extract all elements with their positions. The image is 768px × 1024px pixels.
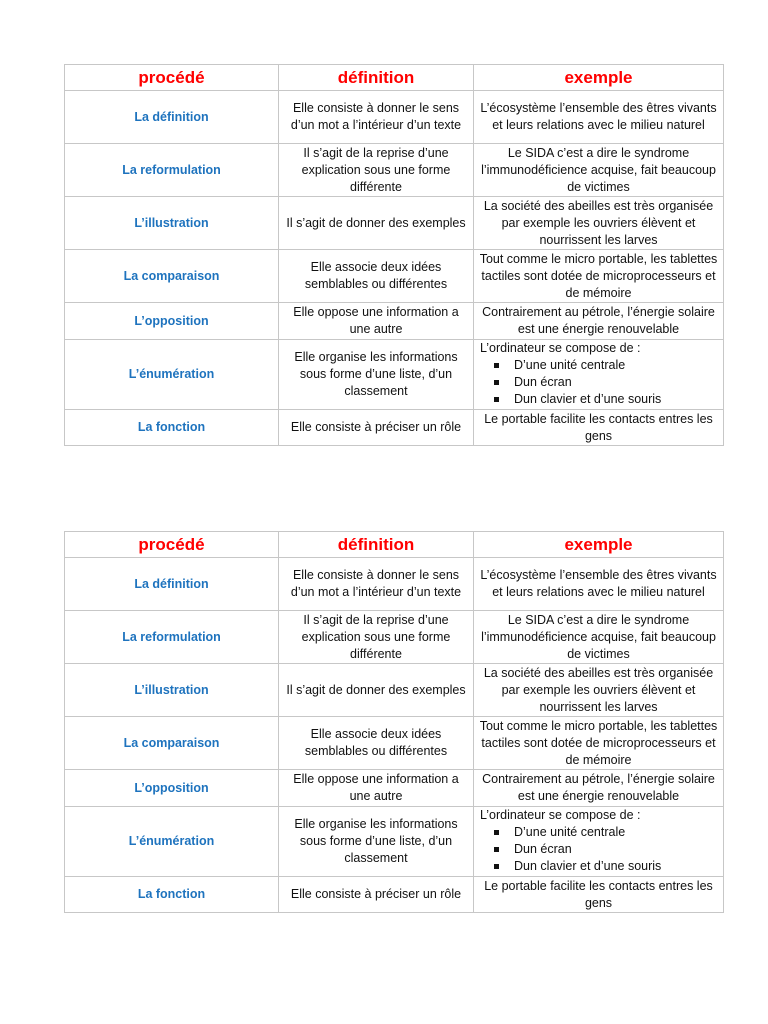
exemple-intro: L’ordinateur se compose de : xyxy=(480,341,641,355)
definition-cell: Il s’agit de la reprise d’une explication sous une forme différente xyxy=(279,611,474,664)
header-definition: définition xyxy=(279,65,474,91)
list-item: Dun clavier et d’une souris xyxy=(514,391,719,408)
exemple-cell: Le portable facilite les contacts entres les gens xyxy=(474,410,724,446)
table-row xyxy=(65,770,724,807)
exemple-list xyxy=(480,357,719,408)
definition-cell: Elle oppose une information a une autre xyxy=(279,303,474,340)
header-exemple: exemple xyxy=(474,65,724,91)
header-row xyxy=(65,65,724,91)
procede-cell: La définition xyxy=(65,558,279,611)
procede-cell: La définition xyxy=(65,91,279,144)
header-exemple: exemple xyxy=(474,532,724,558)
table-row xyxy=(65,410,724,446)
header-definition: définition xyxy=(279,532,474,558)
table-row xyxy=(65,340,724,410)
table-row xyxy=(65,558,724,611)
definition-cell: Elle associe deux idées semblables ou différentes xyxy=(279,250,474,303)
exemple-intro: L’ordinateur se compose de : xyxy=(480,808,641,822)
exemple-cell: La société des abeilles est très organisée par exemple les ouvriers élèvent et nourrissent les larves xyxy=(474,197,724,250)
exemple-cell: Le SIDA c’est a dire le syndrome l’immunodéficience acquise, fait beaucoup de victimes xyxy=(474,611,724,664)
definition-cell: Elle organise les informations sous forme d’une liste, d’un classement xyxy=(279,340,474,410)
header-procede: procédé xyxy=(65,532,279,558)
exemple-cell: La société des abeilles est très organisée par exemple les ouvriers élèvent et nourrissent les larves xyxy=(474,664,724,717)
table-row xyxy=(65,664,724,717)
list-item: Dun écran xyxy=(514,841,719,858)
header-row xyxy=(65,532,724,558)
procedes-table-1 xyxy=(64,64,724,446)
exemple-cell xyxy=(474,340,724,410)
definition-cell: Il s’agit de la reprise d’une explication sous une forme différente xyxy=(279,144,474,197)
table-row xyxy=(65,807,724,877)
exemple-cell: Contrairement au pétrole, l’énergie solaire est une énergie renouvelable xyxy=(474,770,724,807)
procede-cell: La comparaison xyxy=(65,717,279,770)
procedes-table-2 xyxy=(64,531,724,913)
procede-cell: L’énumération xyxy=(65,340,279,410)
procede-cell: La fonction xyxy=(65,410,279,446)
list-item: D’une unité centrale xyxy=(514,357,719,374)
procede-cell: L’opposition xyxy=(65,770,279,807)
exemple-cell: Contrairement au pétrole, l’énergie solaire est une énergie renouvelable xyxy=(474,303,724,340)
exemple-cell xyxy=(474,807,724,877)
exemple-cell: Tout comme le micro portable, les tablettes tactiles sont dotée de microprocesseurs et de mémoire xyxy=(474,250,724,303)
definition-cell: Elle consiste à donner le sens d’un mot a l’intérieur d’un texte xyxy=(279,91,474,144)
exemple-cell: L’écosystème l’ensemble des êtres vivants et leurs relations avec le milieu naturel xyxy=(474,91,724,144)
exemple-cell: Le portable facilite les contacts entres les gens xyxy=(474,877,724,913)
table-row xyxy=(65,144,724,197)
definition-cell: Il s’agit de donner des exemples xyxy=(279,197,474,250)
table-row xyxy=(65,717,724,770)
list-item: Dun écran xyxy=(514,374,719,391)
header-procede: procédé xyxy=(65,65,279,91)
procede-cell: L’opposition xyxy=(65,303,279,340)
exemple-cell: Le SIDA c’est a dire le syndrome l’immunodéficience acquise, fait beaucoup de victimes xyxy=(474,144,724,197)
list-item: Dun clavier et d’une souris xyxy=(514,858,719,875)
list-item: D’une unité centrale xyxy=(514,824,719,841)
table-row xyxy=(65,91,724,144)
procede-cell: L’illustration xyxy=(65,664,279,717)
exemple-list xyxy=(480,824,719,875)
table-row xyxy=(65,611,724,664)
procede-cell: L’illustration xyxy=(65,197,279,250)
procede-cell: La comparaison xyxy=(65,250,279,303)
procede-cell: La reformulation xyxy=(65,144,279,197)
procede-cell: L’énumération xyxy=(65,807,279,877)
definition-cell: Elle organise les informations sous forme d’une liste, d’un classement xyxy=(279,807,474,877)
exemple-cell: L’écosystème l’ensemble des êtres vivants et leurs relations avec le milieu naturel xyxy=(474,558,724,611)
procede-cell: La fonction xyxy=(65,877,279,913)
table-row xyxy=(65,303,724,340)
definition-cell: Elle consiste à donner le sens d’un mot a l’intérieur d’un texte xyxy=(279,558,474,611)
procede-cell: La reformulation xyxy=(65,611,279,664)
table-row xyxy=(65,197,724,250)
definition-cell: Elle consiste à préciser un rôle xyxy=(279,877,474,913)
definition-cell: Elle consiste à préciser un rôle xyxy=(279,410,474,446)
definition-cell: Il s’agit de donner des exemples xyxy=(279,664,474,717)
table-row xyxy=(65,250,724,303)
table-row xyxy=(65,877,724,913)
exemple-cell: Tout comme le micro portable, les tablettes tactiles sont dotée de microprocesseurs et de mémoire xyxy=(474,717,724,770)
definition-cell: Elle oppose une information a une autre xyxy=(279,770,474,807)
definition-cell: Elle associe deux idées semblables ou différentes xyxy=(279,717,474,770)
